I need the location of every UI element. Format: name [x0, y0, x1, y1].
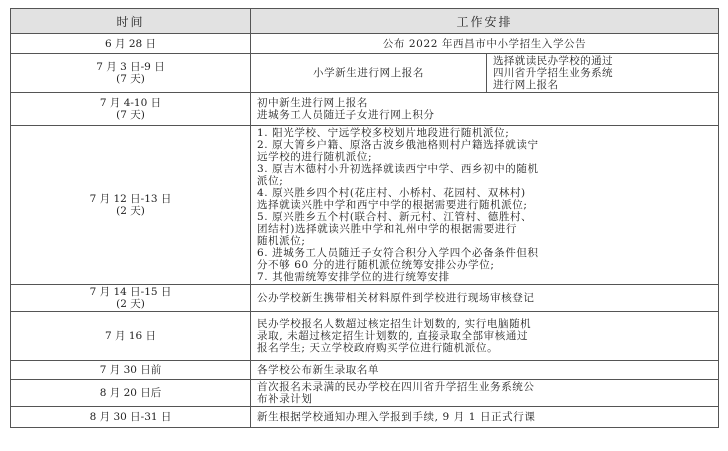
work-line: 报名学生; 天立学校政府购买学位进行随机派位。 [257, 342, 499, 354]
date-cell [11, 34, 251, 54]
work-cell: 公布 2022 年西昌市中小学招生入学公告 [251, 34, 719, 54]
date-text: 8 月 20 日后 [99, 387, 162, 399]
date-text: 6 月 28 日 [104, 37, 157, 50]
date-text: 7 月 4-10 日 [99, 97, 162, 109]
work-line: 布补录计划 [257, 393, 313, 405]
work-line: 3. 原吉木德村小升初选择就读西宁中学、西乡初中的随机 [257, 163, 539, 175]
work-line: 2. 原大箐乡户籍、原洛古波乡俄池格则村户籍选择就读宁 [257, 139, 539, 151]
work-line: 民办学校报名人数超过核定招生计划数的, 实行电脑随机 [257, 318, 532, 330]
date-text: 7 月 14 日-15 日 [89, 286, 172, 298]
work-cell: 新生根据学校通知办理入学报到手续, 9 月 1 日正式行课 [251, 407, 719, 428]
work-cell [251, 380, 719, 407]
work-cell-private-school [487, 54, 719, 93]
work-line: 团结村)选择就读兴胜中学和礼州中学的根据需要进行 [257, 223, 517, 235]
work-line: 进行网上报名 [493, 79, 559, 91]
work-line: 初中新生进行网上报名 [257, 97, 368, 109]
work-line: 5. 原兴胜乡五个村(联合村、新元村、江管村、德胜村、 [257, 211, 533, 223]
work-line: 首次报名未录满的民办学校在四川省升学招生业务系统公 [257, 381, 535, 393]
table-row [11, 361, 719, 380]
duration-text: (2 天) [116, 205, 145, 217]
date-cell [11, 126, 251, 285]
date-cell [11, 407, 251, 428]
date-text: 7 月 16 日 [104, 330, 157, 342]
date-cell [11, 93, 251, 126]
date-cell [11, 285, 251, 312]
table-row [11, 34, 719, 54]
date-text: 7 月 12 日-13 日 [89, 193, 172, 205]
work-cell: 公办学校新生携带相关材料原件到学校进行现场审核登记 [251, 285, 719, 312]
table-row [11, 312, 719, 361]
table-row [11, 407, 719, 428]
header-work-arrangement: 工作安排 [251, 9, 719, 34]
date-text: 7 月 30 日前 [99, 364, 162, 376]
date-cell [11, 312, 251, 361]
work-cell: 各学校公布新生录取名单 [251, 361, 719, 380]
table-header-row [11, 9, 719, 34]
work-line: 进城务工人员随迁子女进行网上积分 [257, 109, 435, 121]
work-line: 远学校的进行随机派位; [257, 151, 373, 163]
table-row [11, 126, 719, 285]
date-cell [11, 361, 251, 380]
work-cell [251, 93, 719, 126]
work-line: 派位; [257, 175, 284, 187]
work-line: 选择就读兴胜中学和西宁中学的根据需要进行随机派位; [257, 199, 528, 211]
work-line: 分不够 60 分的进行随机派位统筹安排公办学位; [257, 259, 495, 271]
work-line: 随机派位; [257, 235, 306, 247]
duration-text: (2 天) [116, 298, 145, 310]
table-row [11, 93, 719, 126]
date-text: 8 月 30 日-31 日 [89, 411, 172, 423]
enrollment-schedule-table [10, 8, 719, 428]
work-line: 录取, 未超过核定招生计划数的, 直接录取全部审核通过 [257, 330, 529, 342]
work-line: 四川省升学招生业务系统 [493, 67, 613, 79]
work-cell-lottery-list [251, 126, 719, 285]
work-line: 4. 原兴胜乡四个村(花庄村、小桥村、花园村、双林村) [257, 187, 526, 199]
work-cell [251, 312, 719, 361]
table-row [11, 54, 719, 93]
table-row [11, 380, 719, 407]
work-line: 7. 其他需统筹安排学位的进行统筹安排 [257, 271, 450, 283]
header-time: 时间 [11, 9, 251, 34]
work-line: 6. 进城务工人员随迁子女符合积分入学四个必备条件但积 [257, 247, 539, 259]
date-text: 7 月 3 日-9 日 [96, 61, 165, 73]
duration-text: (7 天) [116, 109, 145, 121]
work-line: 1. 阳光学校、宁远学校多校划片地段进行随机派位; [257, 127, 510, 139]
table-row [11, 285, 719, 312]
work-line: 选择就读民办学校的通过 [493, 55, 613, 67]
date-cell [11, 54, 251, 93]
work-cell-primary: 小学新生进行网上报名 [251, 54, 487, 93]
date-cell [11, 380, 251, 407]
duration-text: (7 天) [116, 73, 145, 85]
